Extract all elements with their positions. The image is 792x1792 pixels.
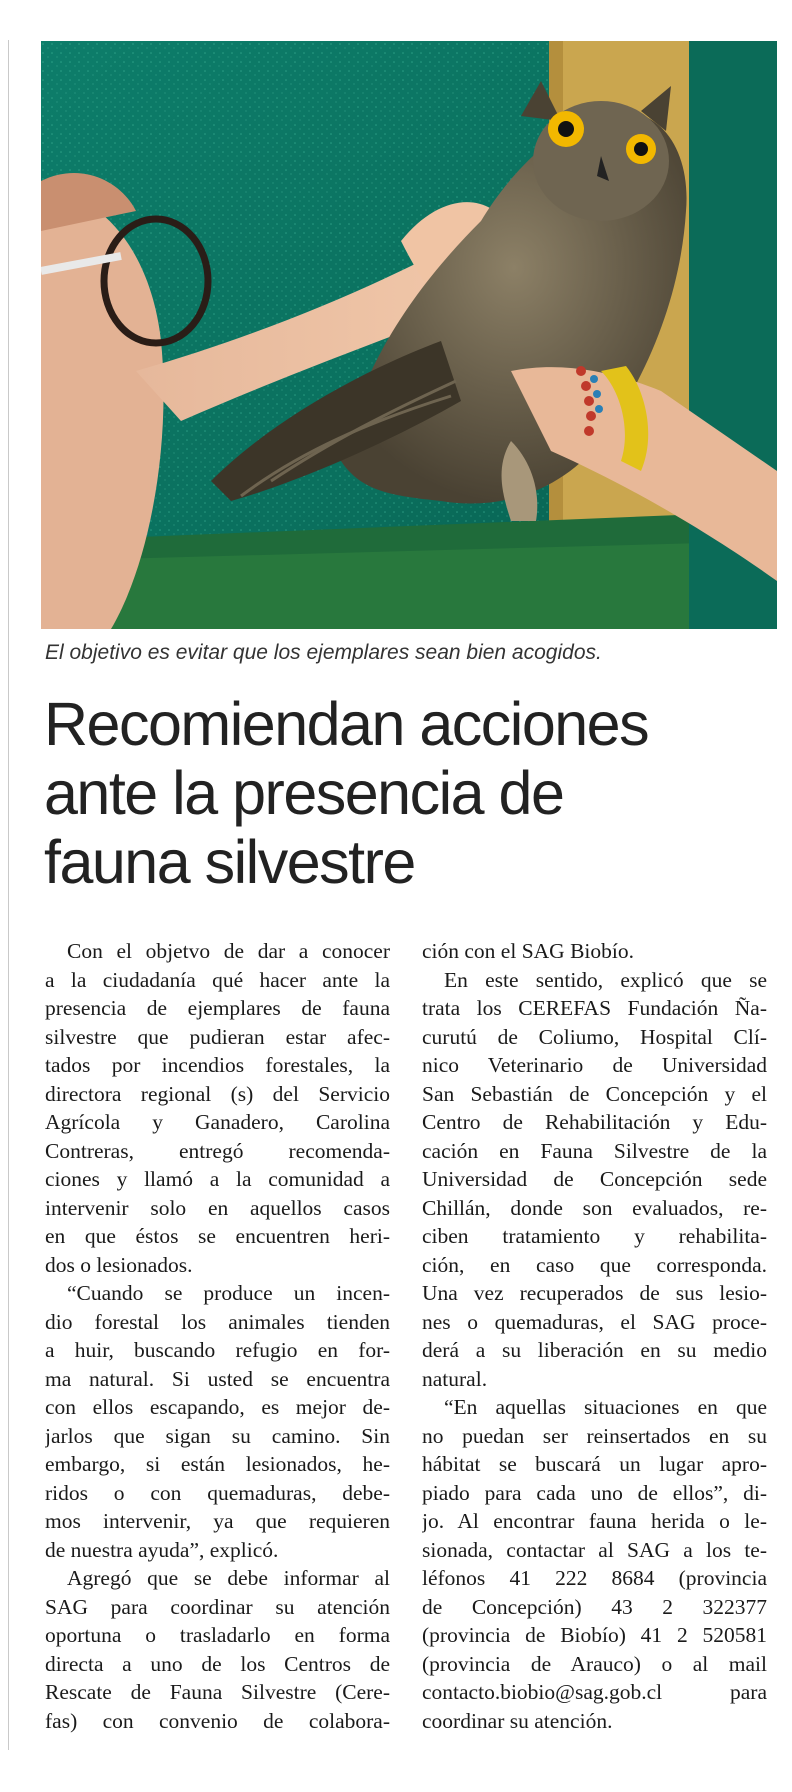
column-rule (8, 40, 9, 1750)
text-line: directora regional (s) del Servicio (45, 1081, 390, 1106)
text-line: ción con el SAG Biobío. (422, 939, 634, 963)
text-line: contacto.biobio@sag.gob.cl para (422, 1680, 767, 1704)
text-line: hábitat se buscará un lugar apro- (422, 1452, 767, 1476)
text-line: a la ciudadanía qué hacer ante la (45, 967, 390, 992)
text-line: ma natural. Si usted se encuentra (45, 1366, 390, 1391)
text-line: nes o quemaduras, el SAG proce- (422, 1309, 767, 1334)
text-line: curutú de Coliumo, Hospital Clí- (422, 1024, 767, 1049)
text-line: piado para cada uno de ellos”, di- (422, 1480, 767, 1505)
text-line: embargo, si están lesionados, he- (45, 1452, 390, 1476)
text-line: con ellos escapando, es mejor de- (45, 1395, 390, 1419)
text-line: de Concepción) 43 2 322377 (422, 1594, 767, 1619)
text-line: ridos o con quemaduras, debe- (45, 1480, 390, 1505)
text-line: sionada, contactar al SAG a los te- (422, 1537, 767, 1562)
text-line: nico Veterinario de Universidad (422, 1053, 767, 1077)
text-line: Centro de Rehabilitación y Edu- (422, 1110, 767, 1134)
text-line: presencia de ejemplares de fauna (45, 996, 390, 1020)
headline (44, 690, 784, 897)
text-line: “Cuando se produce un incen- (67, 1281, 390, 1305)
text-line: trata los CEREFAS Fundación Ña- (422, 996, 767, 1020)
text-line: derá a su liberación en su medio (422, 1338, 767, 1362)
text-line: silvestre que pudieran estar afec- (45, 1024, 390, 1049)
headline-line: Recomiendan acciones (44, 690, 649, 758)
text-line: de nuestra ayuda”, explicó. (45, 1537, 279, 1562)
text-line: directa a uno de los Centros de (45, 1651, 390, 1676)
article-column-left (45, 937, 390, 1735)
article-photo (41, 41, 777, 629)
text-line: SAG para coordinar su atención (45, 1594, 390, 1619)
text-line: (provincia de Biobío) 41 2 520581 (422, 1623, 767, 1647)
text-line: En este sentido, explicó que se (444, 967, 767, 992)
text-line: dos o lesionados. (45, 1252, 193, 1277)
text-line: ción, en caso que corresponda. (422, 1252, 767, 1277)
text-line: Chillán, donde son evaluados, re- (422, 1195, 767, 1220)
text-line: natural. (422, 1366, 488, 1391)
text-line: Con el objetvo de dar a conocer (67, 939, 390, 963)
text-line: tados por incendios forestales, la (45, 1053, 390, 1077)
headline-line: ante la presencia de (44, 759, 564, 827)
text-line: oportuna o trasladarlo en forma (45, 1623, 390, 1647)
text-line: San Sebastián de Concepción y el (422, 1081, 767, 1106)
text-line: “En aquellas situaciones en que (444, 1395, 767, 1419)
text-line: léfonos 41 222 8684 (provincia (422, 1566, 767, 1590)
text-line: dio forestal los animales tienden (45, 1309, 390, 1334)
photo-caption: El objetivo es evitar que los ejemplares sean bien acogidos. (45, 641, 602, 664)
text-line: en que éstos se encuentren heri- (45, 1224, 390, 1248)
text-line: Agrícola y Ganadero, Carolina (45, 1110, 390, 1134)
text-line: Universidad de Concepción sede (422, 1167, 767, 1191)
text-line: no puedan ser reinsertados en su (422, 1423, 767, 1448)
text-line: intervenir solo en aquellos casos (45, 1195, 390, 1220)
text-line: (provincia de Arauco) o al mail (422, 1651, 767, 1676)
text-line: ciben tratamiento y rehabilita- (422, 1224, 767, 1248)
text-line: jo. Al encontrar fauna herida o le- (422, 1509, 767, 1533)
text-line: ciones y llamó a la comunidad a (45, 1167, 390, 1191)
text-line: mos intervenir, ya que requieren (45, 1509, 390, 1533)
text-line: jarlos que sigan su camino. Sin (45, 1423, 390, 1448)
text-line: Contreras, entregó recomenda- (45, 1138, 390, 1163)
text-line: coordinar su atención. (422, 1708, 613, 1733)
text-line: fas) con convenio de colabora- (45, 1708, 390, 1733)
text-line: Una vez recuperados de sus lesio- (422, 1281, 767, 1305)
text-line: cación en Fauna Silvestre de la (422, 1138, 767, 1163)
text-line: a huir, buscando refugio en for- (45, 1338, 390, 1362)
headline-line: fauna silvestre (44, 828, 415, 896)
text-line: Rescate de Fauna Silvestre (Cere- (45, 1680, 390, 1704)
text-line: Agregó que se debe informar al (67, 1566, 390, 1590)
article-column-right (422, 937, 767, 1735)
